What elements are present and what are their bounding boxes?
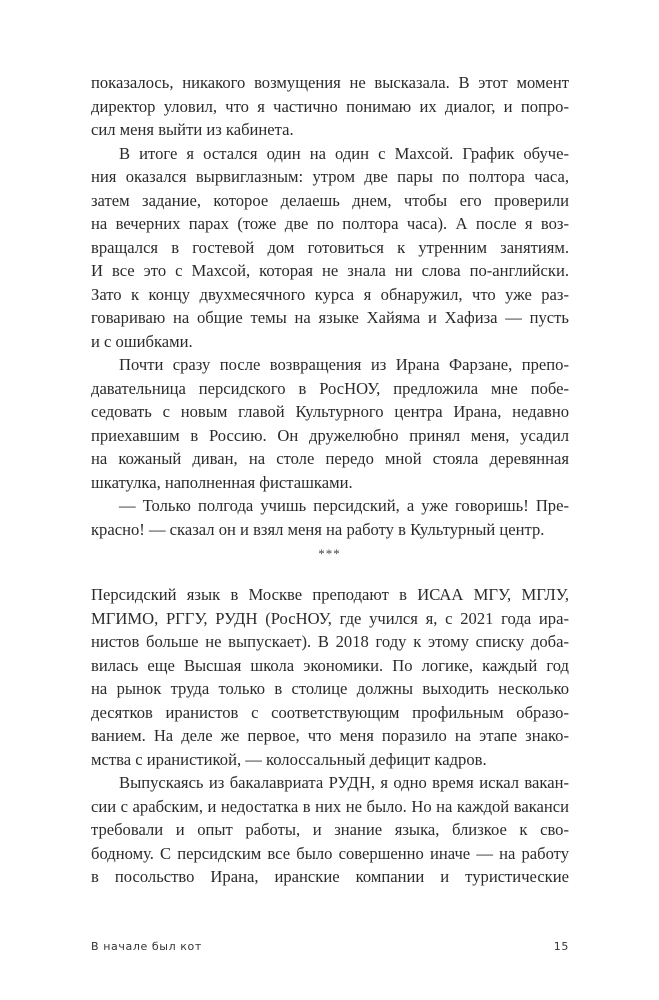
text-line: на вечерних парах (тоже две по полтора часа). А после я воз- [91, 214, 569, 233]
text-line: вилась еще Высшая школа экономики. По логике, каждый год [91, 655, 569, 675]
text-line: красно! — сказал он и взял меня на работу в Культурный центр. [91, 519, 545, 539]
text-line: на кожаный диван, на столе передо мной стояла деревянная [91, 449, 569, 468]
text-line: ванием. На деле же первое, что меня поразило на этапе знако- [91, 726, 569, 745]
text-line: И все это с Махсой, которая не знала ни слова по-английски. [91, 261, 569, 280]
text-line: сии с арабским, и недостатка в них не было. Но на каждой ваканси [91, 796, 569, 816]
text-line: говариваю на общие темы на языке Хайяма и Хафиза — пусть [91, 308, 569, 327]
text-line: Выпускаясь из бакалавриата РУДН, я одно время искал вакан- [119, 773, 569, 792]
text-block-1 [91, 71, 569, 541]
text-line: приехавшим в Россию. Он дружелюбно принял меня, усадил [91, 425, 569, 445]
text-line: в посольство Ирана, иранские компании и туристические [91, 867, 569, 886]
text-line: МГИМО, РГГУ, РУДН (РосНОУ, где учился я, с 2021 года ира- [91, 608, 569, 628]
text-line: шкатулка, наполненная фисташками. [91, 472, 353, 492]
text-line: В итоге я остался один на один с Махсой. График обуче- [119, 143, 569, 163]
text-line: десятков иранистов с соответствующим профильным образо- [91, 702, 569, 722]
text-block-2 [91, 583, 569, 889]
text-line: директор уловил, что я частично понимаю их диалог, и попро- [91, 96, 569, 116]
text-line: требовали и опыт работы, и знание языка, близкое к сво- [91, 820, 569, 839]
text-line: Почти сразу после возвращения из Ирана Фарзане, препо- [119, 355, 569, 374]
text-line: ния оказался вырвиглазным: утром две пары по полтора часа, [91, 167, 569, 186]
text-line: — Только полгода учишь персидский, а уже говоришь! Пре- [119, 496, 569, 515]
section-separator: *** [318, 546, 341, 561]
running-title: В начале был кот [91, 940, 202, 953]
text-line: Зато к концу двухмесячного курса я обнаружил, что уже раз- [91, 284, 569, 304]
text-line: бодному. С персидским все было совершенно иначе — на работу [91, 843, 569, 863]
text-line: затем задание, которое делаешь днем, чтобы его проверили [91, 190, 569, 210]
text-line: мства с иранистикой, — колоссальный дефицит кадров. [91, 749, 487, 769]
text-line: на рынок труда только в столице должны выходить несколько [91, 679, 569, 698]
text-line: сил меня выйти из кабинета. [91, 120, 294, 139]
text-line: вращался в гостевой дом готовиться к утренним занятиям. [91, 237, 569, 257]
page-number: 15 [553, 940, 569, 953]
text-line: и с ошибками. [91, 331, 193, 351]
text-line: нистов больше не выпускает). В 2018 году к этому списку доба- [91, 632, 569, 651]
text-line: Персидский язык в Москве преподают в ИСАА МГУ, МГЛУ, [91, 585, 569, 604]
text-line: давательница персидского в РосНОУ, предложила мне побе- [91, 378, 569, 398]
text-line: показалось, никакого возмущения не высказала. В этот момент [91, 73, 569, 92]
text-line: седовать с новым главой Культурного центра Ирана, недавно [91, 402, 569, 421]
